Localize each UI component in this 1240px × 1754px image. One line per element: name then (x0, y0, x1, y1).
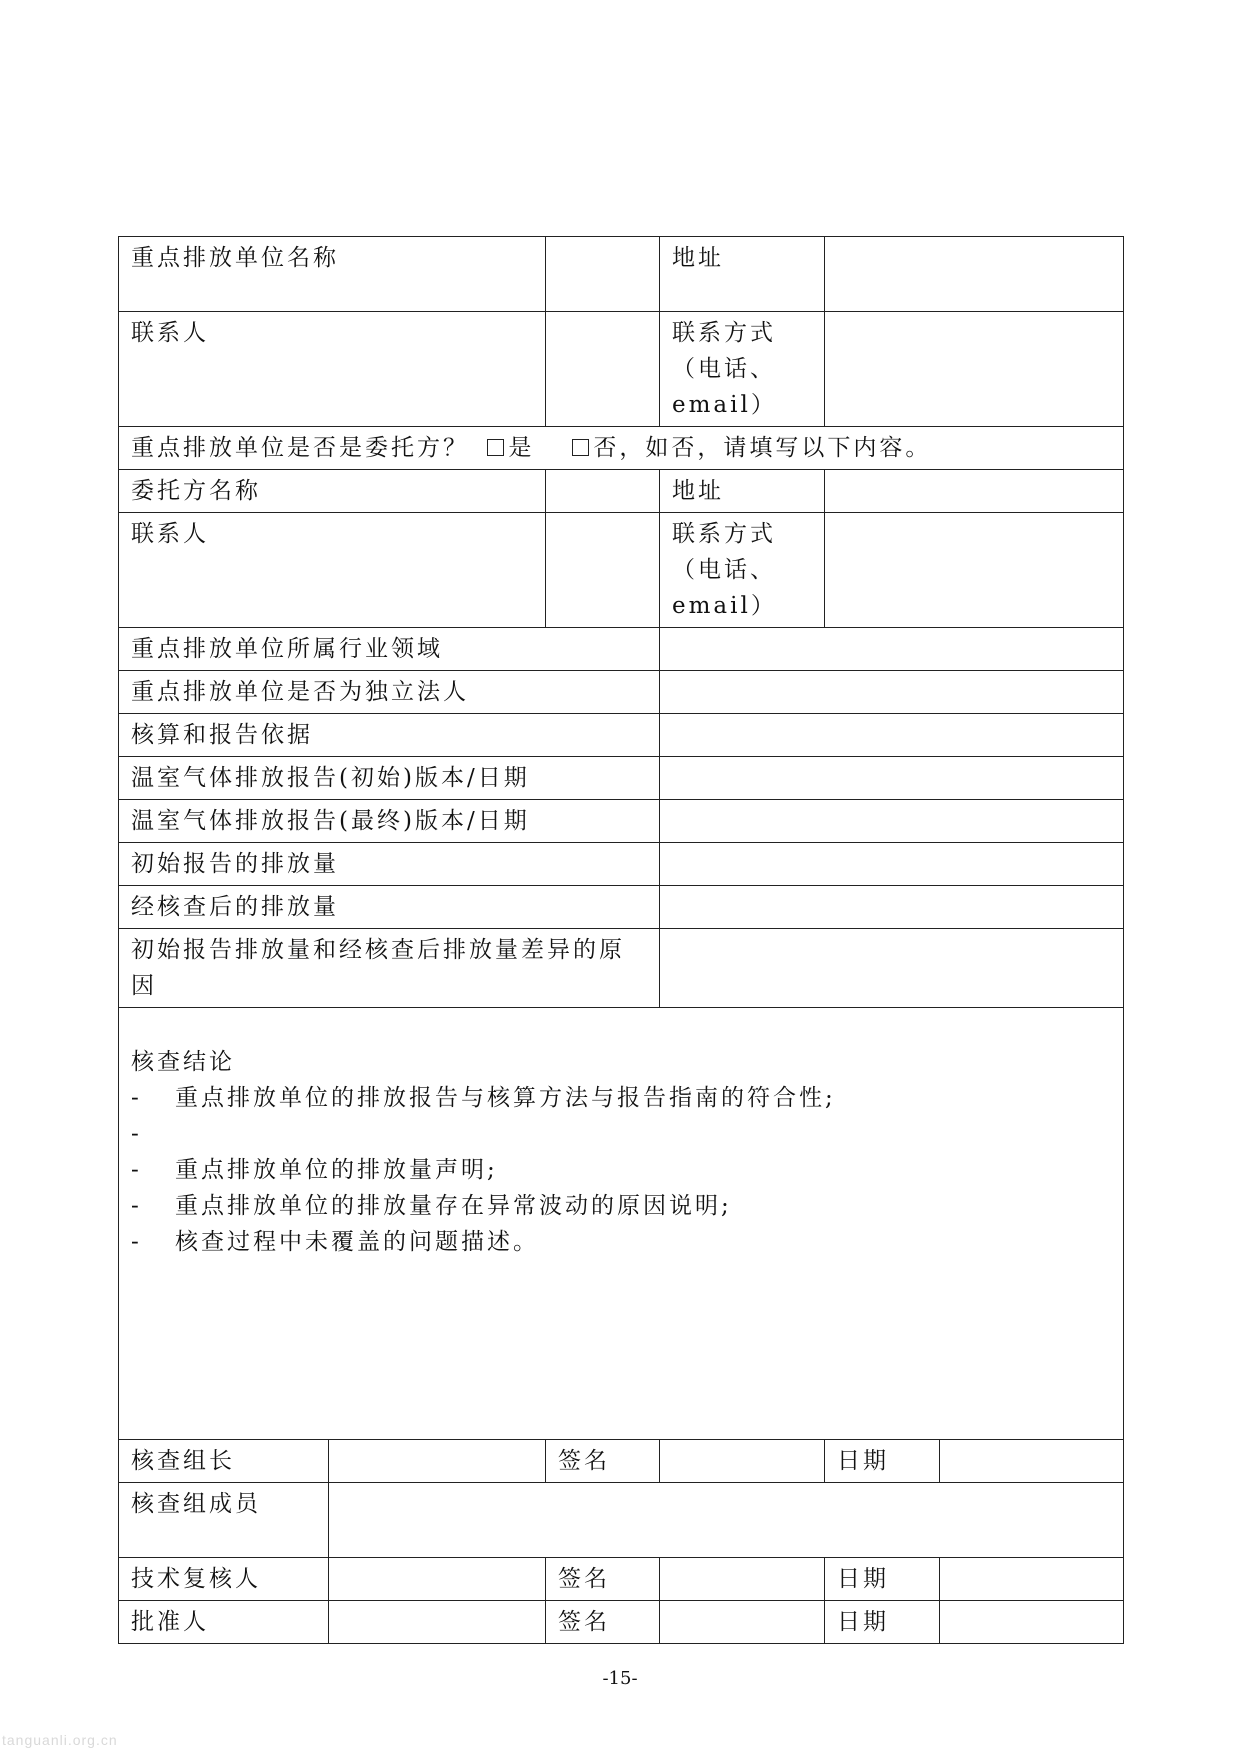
conclusion-row (119, 1008, 1124, 1440)
unit-name-row (119, 237, 1124, 312)
unit-contact-label: 联系人 (119, 312, 546, 427)
client-question-text: 重点排放单位是否是委托方？ (131, 435, 469, 461)
client-question-row (119, 427, 1124, 470)
client-address-label: 地址 (660, 470, 825, 513)
team-leader-label: 核查组长 (119, 1440, 329, 1483)
conclusion-item (131, 1116, 1111, 1152)
info-row (119, 714, 1124, 757)
conclusion-item (131, 1188, 1111, 1224)
client-contact-label: 联系人 (119, 513, 546, 628)
sign-label: 签名 (546, 1440, 660, 1483)
info-row-value-cell[interactable] (660, 800, 1124, 843)
sign-label: 签名 (546, 1601, 660, 1644)
info-row-label: 初始报告排放量和经核查后排放量差异的原因 (119, 929, 660, 1008)
client-contact-method-label: 联系方式（电话、email） (660, 513, 825, 628)
approver-sign-cell[interactable] (660, 1601, 825, 1644)
unit-name-value-cell[interactable] (546, 237, 660, 312)
client-address-value-cell[interactable] (825, 470, 1124, 513)
team-members-row (119, 1483, 1124, 1558)
info-row (119, 671, 1124, 714)
date-label: 日期 (825, 1601, 940, 1644)
info-row-value-cell[interactable] (660, 714, 1124, 757)
dash-marker: - (131, 1193, 142, 1219)
verification-form-table (118, 236, 1124, 1644)
dash-marker: - (131, 1229, 142, 1255)
info-row (119, 628, 1124, 671)
team-leader-sign-cell[interactable] (660, 1440, 825, 1483)
info-row-label: 经核查后的排放量 (119, 886, 660, 929)
no-checkbox[interactable] (572, 439, 589, 456)
client-name-value-cell[interactable] (546, 470, 660, 513)
info-row-label: 重点排放单位是否为独立法人 (119, 671, 660, 714)
info-row-label: 温室气体排放报告(初始)版本/日期 (119, 757, 660, 800)
client-name-row (119, 470, 1124, 513)
conclusion-item (131, 1224, 1111, 1260)
date-label: 日期 (825, 1558, 940, 1601)
unit-contact-method-value-cell[interactable] (825, 312, 1124, 427)
dash-marker: - (131, 1085, 142, 1111)
info-row-value-cell[interactable] (660, 628, 1124, 671)
client-contact-value-cell[interactable] (546, 513, 660, 628)
info-row-label: 温室气体排放报告(最终)版本/日期 (119, 800, 660, 843)
tech-reviewer-row (119, 1558, 1124, 1601)
date-label: 日期 (825, 1440, 940, 1483)
no-label: 否，如否，请填写以下内容。 (593, 435, 932, 461)
info-row (119, 929, 1124, 1008)
dash-marker: - (131, 1157, 142, 1183)
unit-contact-value-cell[interactable] (546, 312, 660, 427)
conclusion-item-text: 重点排放单位的排放量声明; (175, 1157, 498, 1183)
info-row-value-cell[interactable] (660, 929, 1124, 1008)
team-leader-value-cell[interactable] (329, 1440, 546, 1483)
sign-label: 签名 (546, 1558, 660, 1601)
conclusion-item-text: 核查过程中未覆盖的问题描述。 (175, 1229, 539, 1255)
tech-reviewer-label: 技术复核人 (119, 1558, 329, 1601)
tech-reviewer-date-cell[interactable] (940, 1558, 1124, 1601)
info-row (119, 886, 1124, 929)
approver-value-cell[interactable] (329, 1601, 546, 1644)
unit-address-label: 地址 (660, 237, 825, 312)
info-row-value-cell[interactable] (660, 843, 1124, 886)
watermark-text: tanguanli.org.cn (2, 1732, 118, 1748)
conclusion-title: 核查结论 (131, 1049, 235, 1075)
unit-contact-method-label: 联系方式（电话、email） (660, 312, 825, 427)
info-row-value-cell[interactable] (660, 886, 1124, 929)
approver-label: 批准人 (119, 1601, 329, 1644)
conclusion-item (131, 1152, 1111, 1188)
team-leader-date-cell[interactable] (940, 1440, 1124, 1483)
tech-reviewer-sign-cell[interactable] (660, 1558, 825, 1601)
approver-row (119, 1601, 1124, 1644)
client-name-label: 委托方名称 (119, 470, 546, 513)
approver-date-cell[interactable] (940, 1601, 1124, 1644)
info-row-label: 初始报告的排放量 (119, 843, 660, 886)
unit-name-label: 重点排放单位名称 (119, 237, 546, 312)
unit-address-value-cell[interactable] (825, 237, 1124, 312)
conclusion-item-text: 重点排放单位的排放报告与核算方法与报告指南的符合性; (175, 1085, 836, 1111)
yes-checkbox[interactable] (487, 439, 504, 456)
conclusion-item-text: 重点排放单位的排放量存在异常波动的原因说明; (175, 1193, 732, 1219)
info-row (119, 800, 1124, 843)
dash-marker: - (131, 1121, 142, 1147)
info-row (119, 843, 1124, 886)
info-row-label: 重点排放单位所属行业领域 (119, 628, 660, 671)
tech-reviewer-value-cell[interactable] (329, 1558, 546, 1601)
client-contact-method-value-cell[interactable] (825, 513, 1124, 628)
conclusion-item (131, 1080, 1111, 1116)
info-row-label: 核算和报告依据 (119, 714, 660, 757)
unit-contact-row (119, 312, 1124, 427)
yes-label: 是 (508, 435, 535, 461)
team-members-label: 核查组成员 (119, 1483, 329, 1558)
client-contact-row (119, 513, 1124, 628)
info-row-value-cell[interactable] (660, 757, 1124, 800)
conclusion-cell[interactable] (119, 1008, 1124, 1440)
client-question-cell (119, 427, 1124, 470)
info-row (119, 757, 1124, 800)
page-number: -15- (602, 1668, 638, 1689)
info-row-value-cell[interactable] (660, 671, 1124, 714)
team-leader-row (119, 1440, 1124, 1483)
team-members-value-cell[interactable] (329, 1483, 1124, 1558)
